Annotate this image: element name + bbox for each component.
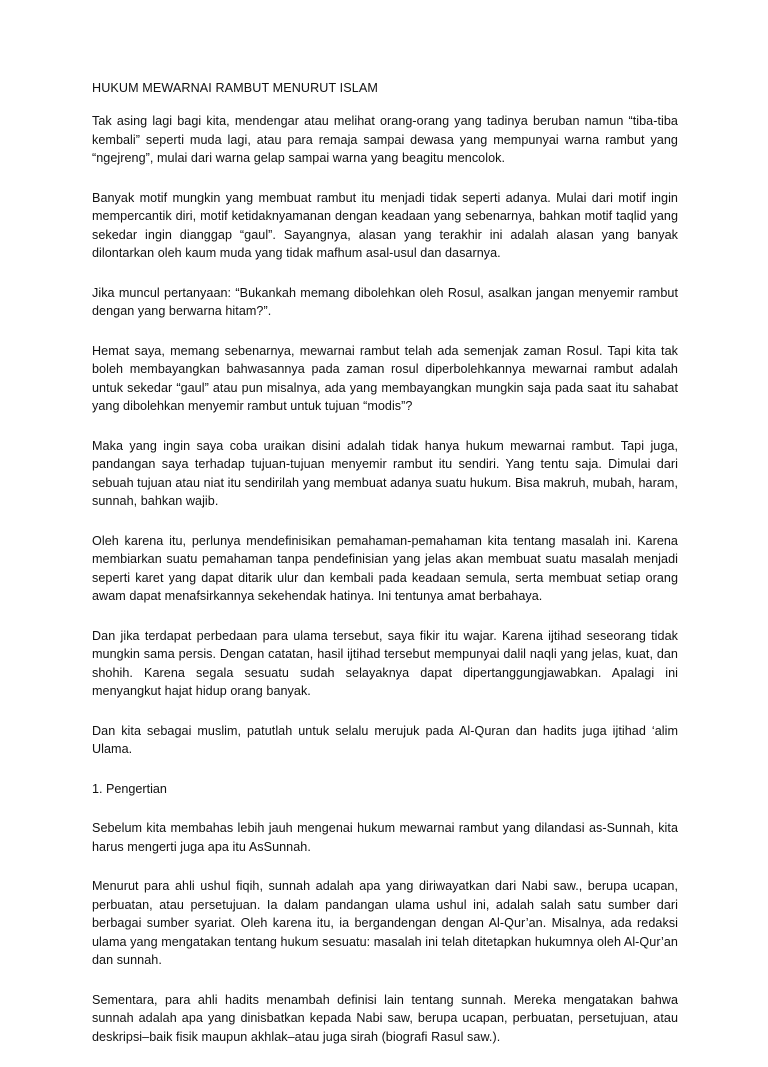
document-body [92,78,678,1067]
paragraph: Sementara, para ahli hadits menambah definisi lain tentang sunnah. Mereka mengatakan bahwa sunnah adalah apa yang dinisbatkan kepada Nabi saw, berupa ucapan, perbuatan, persetujuan, atau deskripsi–baik fisik maupun akhlak–atau juga sirah (biografi Rasul saw.). [92,992,678,1044]
paragraph: Menurut para ahli ushul fiqih, sunnah adalah apa yang diriwayatkan dari Nabi saw., berupa ucapan, perbuatan, atau persetujuan. Ia dalam pandangan ulama ushul ini, adalah salah satu sumber dari berbagai sumber syariat. Oleh karena itu, ia bergandengan dengan Al-Qur’an. Misalnya, ada redaksi ulama yang mengatakan tentang hukum sesuatu: masalah ini telah ditetapkan hukumnya oleh Al-Qur’an dan sunnah. [92,879,678,967]
paragraph: Jika muncul pertanyaan: “Bukankah memang dibolehkan oleh Rosul, asalkan jangan menyemir rambut dengan yang berwarna hitam?”. [92,285,678,318]
paragraph: Hemat saya, memang sebenarnya, mewarnai rambut telah ada semenjak zaman Rosul. Tapi kita tak boleh membayangkan bahwasannya pada zaman rosul diperbolehkannya mewarnai rambut adalah untuk sekedar “gaul” atau pun misalnya, ada yang membayangkan mungkin saja pada saat itu sahabat yang dibolehkan menyemir rambut untuk tujuan “modis”? [92,343,678,413]
section-heading-pengertian: 1. Pengertian [92,781,167,796]
paragraph: Dan kita sebagai muslim, patutlah untuk selalu merujuk pada Al-Quran dan hadits juga ijtihad ‘alim Ulama. [92,723,678,756]
paragraph: Tak asing lagi bagi kita, mendengar atau melihat orang-orang yang tadinya beruban namun “tiba-tiba kembali” seperti muda lagi, atau para remaja sampai dewasa yang mempunyai warna rambut yang “ngejreng”, mulai dari warna gelap sampai warna yang beagitu mencolok. [92,114,678,165]
paragraph: Banyak motif mungkin yang membuat rambut itu menjadi tidak seperti adanya. Mulai dari motif ingin mempercantik diri, motif ketidaknyamanan dengan keadaan yang sebenarnya, bahkan motif taqlid yang sekedar ingin dianggap “gaul”. Sayangnya, alasan yang terakhir ini adalah alasan yang banyak dilontarkan oleh kaum muda yang tidak mafhum asal-usul dan dasarnya. [92,190,678,260]
document-title: HUKUM MEWARNAI RAMBUT MENURUT ISLAM [92,81,378,95]
paragraph: Dan jika terdapat perbedaan para ulama tersebut, saya fikir itu wajar. Karena ijtihad seseorang tidak mungkin sama persis. Dengan catatan, hasil ijtihad tersebut mempunyai dalil naqli yang jelas, kuat, dan shohih. Karena segala sesuatu sudah selayaknya dapat dipertanggungjawabkan. Apalagi ini menyangkut hajat hidup orang banyak. [92,628,678,698]
paragraph: Maka yang ingin saya coba uraikan disini adalah tidak hanya hukum mewarnai rambut. Tapi juga, pandangan saya terhadap tujuan-tujuan menyemir rambut itu sendiri. Yang tentu saja. Dimulai dari sebuah tujuan atau niat itu sendirilah yang membuat adanya suatu hukum. Bisa makruh, mubah, haram, sunnah, bahkan wajib. [92,438,678,508]
paragraph: Sebelum kita membahas lebih jauh mengenai hukum mewarnai rambut yang dilandasi as-Sunnah, kita harus mengerti juga apa itu AsSunnah. [92,821,678,854]
paragraph: Oleh karena itu, perlunya mendefinisikan pemahaman-pemahaman kita tentang masalah ini. Karena membiarkan suatu pemahaman tanpa pendefinisian yang jelas akan membuat suatu masalah menjadi seperti karet yang dapat ditarik ulur dan kembali pada keadaan semula, serta membuat setiap orang awam dapat menafsirkannya sekehendak hatinya. Ini tentunya amat berbahaya. [92,533,678,603]
